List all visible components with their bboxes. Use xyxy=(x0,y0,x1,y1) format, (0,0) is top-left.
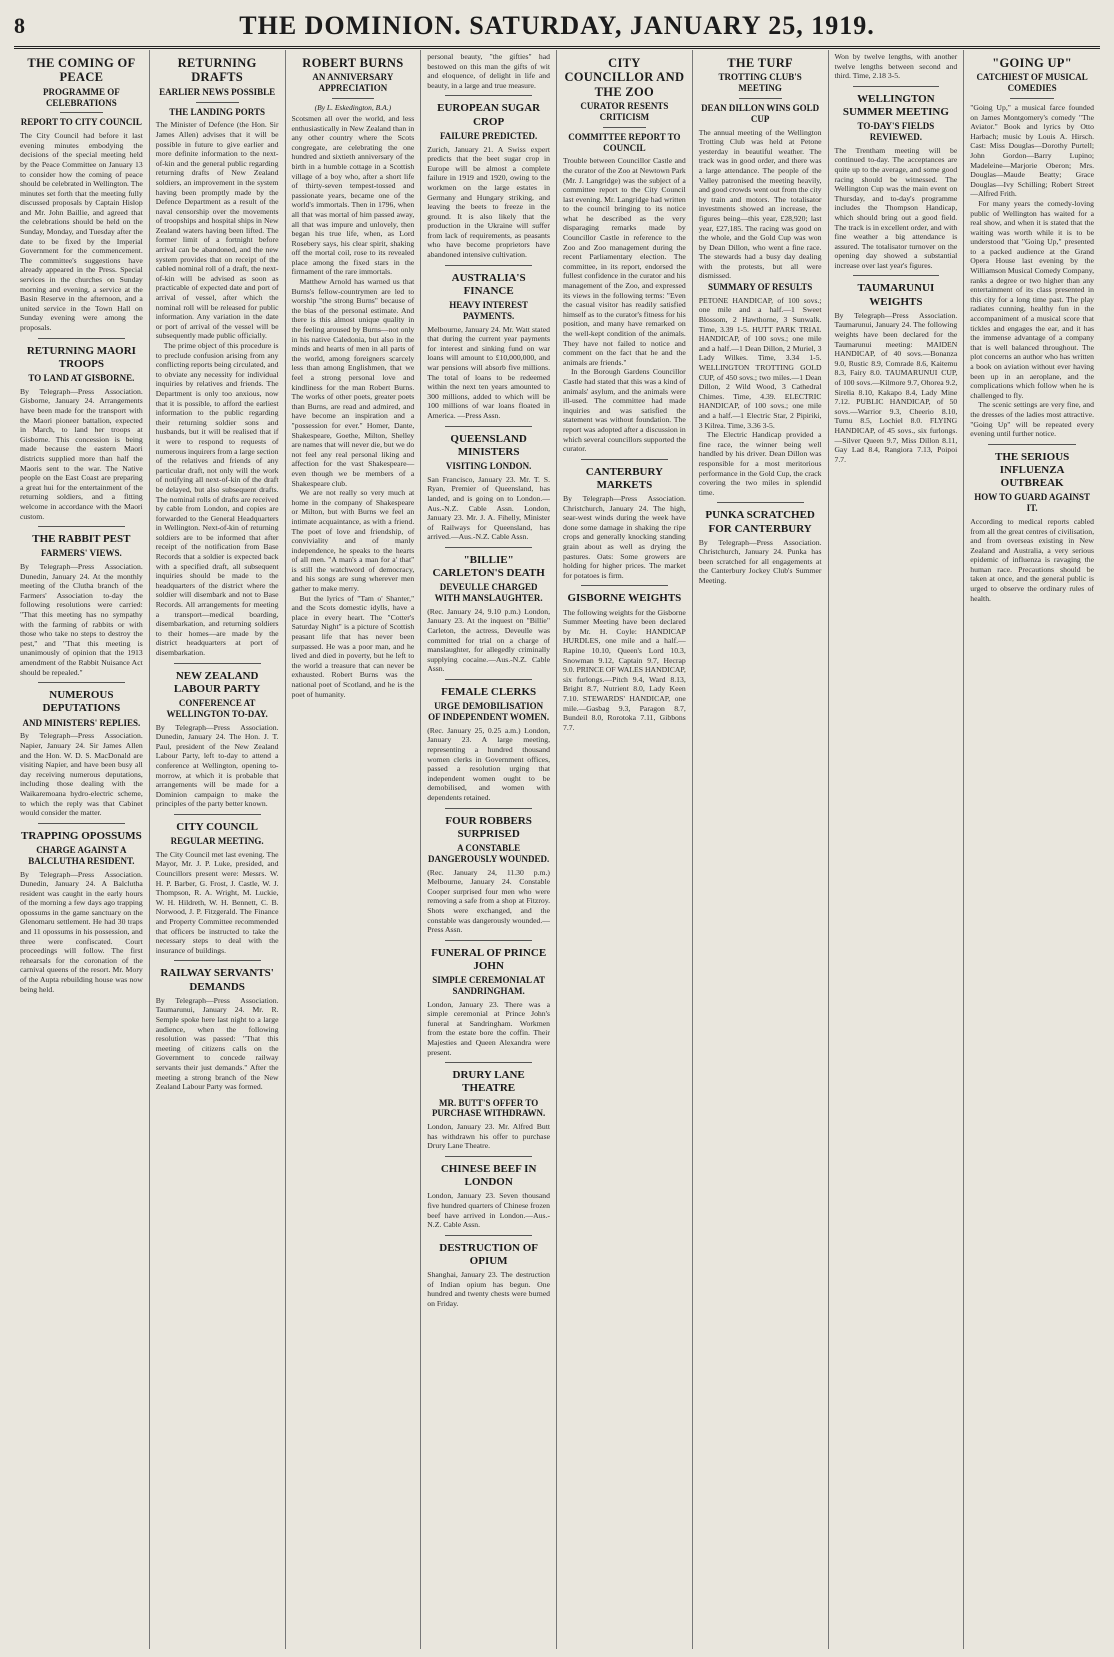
article-text: By Telegraph—Press Association. Napier, January 24. Sir James Allen and the Hon. W. D. S. MacDonald are visiting Napier, and have been busy all day receiving numerous deputations, including those dealing with the Waikaremoana hydro-electric scheme, to which the reply was that Cabinet would consider the matter. xyxy=(20,731,143,818)
article-text: (Rec. January 25, 0.25 a.m.) London, January 23. A large meeting, representing a hundred thousand women clerks in Government offices, passed a resolution urging that independent women ought to be demobilised, and women with dependents retained. xyxy=(427,725,550,802)
subheadline: REGULAR MEETING. xyxy=(170,836,264,847)
article-text: Shanghai, January 23. The destruction of Indian opium has begun. One hundred and twenty chests were burned on Friday. xyxy=(427,1270,550,1308)
headline: AUSTRALIA'S FINANCE xyxy=(451,271,526,297)
article-text: By Telegraph—Press Association. Dunedin, January 24. At the monthly meeting of the Clutha branch of the Farmers' Association to-day the following resolutions were carried: "That this meeting has no sympathy with the farming of rabbits or with those who take no steps to destroy the pest," and "That this meeting is unanimously of opinion that the 1913 amendment of the Rabbit Nuisance Act should be repealed." xyxy=(20,562,143,677)
headline: THE TURF xyxy=(727,56,793,70)
subheadline: TO LAND AT GISBORNE. xyxy=(28,372,135,383)
divider xyxy=(38,338,125,339)
subheadline: AND MINISTERS' REPLIES. xyxy=(22,717,141,728)
headline: EUROPEAN SUGAR CROP xyxy=(437,102,541,128)
article-text: "Going Up," a musical farce founded on James Montgomery's comedy "The Aviator." Book and lyrics by Otto Harbach; music by Louis A. Hirsch. Cast: Miss Douglas—Dorothy Purtell; John Gordon—Barry Lupino; Madeleine—Marjorie Oberon; Mrs. Douglas—Maude Beatty; Grace Douglas—Ivy Schilling; Robert Street—Alfred Frith. xyxy=(970,102,1094,199)
article-text: The City Council had before it last evening minutes embodying the decisions of the special meeting held by the Peace Committee on January 13 to consider how the coming of peace should be celebrated in Wellington. The minutes set forth that the meeting fully discussed proposals by Captain Hislop and Mr. John Baillie, and agreed that the celebrations should be held on the Sunday, Monday, and Tuesday after the date to be fixed by the Imperial Government for the commencement. The committee's suggestions have already appeared in the Press. Special services in the churches on Sunday morning and evening, a service at the Basin Reserve in the afternoon, and a united service in the Town Hall on Sunday evening were among the proposals. xyxy=(20,131,143,333)
headline: NUMEROUS DEPUTATIONS xyxy=(42,689,121,715)
column-4 xyxy=(421,50,557,1649)
article-text: Matthew Arnold has warned us that Burns's fellow-countrymen are led to worship "the strong Burns" because of the bias of the personal estimate. And there is this almost unique quality in the feeling aroused by Burns—not only in his native Caledonia, but also in the minds and hearts of men in all parts of the world, among foreigners scarcely less than among Englishmen, that we feel a strong personal love and kindliness for the man Robert Burns. The works of other poets, greater poets than Burns, are read and admired, and have become an inspiration and a "possession for ever." Homer, Dante, Shakespeare, Goethe, Milton, Shelley are names that will never die, but we do not feel any real personal liking and affection for the vast Shakespeare—even though we be members of a Shakespeare club. xyxy=(291,277,415,488)
article-text: By Telegraph—Press Association. Christchurch, January 24. The high, sear-west winds during the week have done some damage in shaking the ripe crops and generally knocking standing grain about as well as drying the pastures. Oats: Some growers are holding for higher prices. The market for potatoes is firm. xyxy=(563,494,686,580)
headline: DRURY LANE THEATRE xyxy=(452,1069,525,1095)
divider xyxy=(60,112,103,113)
article-text: We are not really so very much at home in the company of Shakespeare or Milton, but with Burns we feel an intimate acquaintance, as with a friend. The poet of love and friendship, of conviviality and of manly independence, he speaks to the hearts of all men. "A man's a man for a' that" is still the watchword of democracy, and his songs are sung wherever men gather to make merry. xyxy=(291,488,415,594)
divider xyxy=(445,426,532,427)
columns xyxy=(14,50,1100,1649)
column-2 xyxy=(150,50,286,1649)
article-text: According to medical reports cabled from all the great centres of civilisation, and from overseas existing in New Zealand and Australia, a very serious epidemic of influenza is ravaging the human race. Precautions should be taken at once, and the general public is urged to observe the ordinary rules of health. xyxy=(970,516,1094,603)
divider xyxy=(445,1156,532,1157)
subheadline: REPORT TO CITY COUNCIL xyxy=(20,117,142,128)
column-1 xyxy=(14,50,150,1649)
article-text: The prime object of this procedure is to preclude confusion arising from any conflicting reports being circulated, and to obviate any necessity for individual inquiries by relatives and friends. The Department is only too anxious, now that it is possible, to afford the earliest information to the public regarding their returning soldier sons and husbands, but it will be realised that if it were to respond to requests of numerous inquirers from a large section of the relatives and friends of any particular draft, not only will the work of notifying all next-of-kin of the draft be delayed, but also subsequent drafts. The nominal rolls of drafts are received by cable from London, and copies are forwarded to the General Headquarters in Wellington. Next-of-kin of returning soldiers are to be informed that after receipt of the notification from Base Records that a soldier is expected back with a specified draft, all subsequent inquiries should be made to the headquarters of the district where the soldier will disembark and not to Base Records. All arrangements for meeting a transport—medical boarding, disembarkation, and returning soldiers to their homes—are made by the district headquarters at port of disembarkation. xyxy=(155,341,279,657)
subheadline: THE LANDING PORTS xyxy=(169,106,265,117)
divider xyxy=(445,547,532,548)
article-text: Scotsmen all over the world, and less enthusiastically in New Zealand than in any other country where the Scots congregate, are celebrating the one hundred and sixtieth anniversary of the birth in a humble cottage in a Scottish village of a boy who, after a short life of thirty-seven tempest-tossed and passionate years, became one of the world's immortals. Then in 1796, when all that was mortal of him passed away, all that was impure and unlovely, then began his true life, when, as Lord Rosebery says, his clear spirit, shaking off the mortal coil, rose to its revealed place among the fixed stars in the firmament of the rare immortals. xyxy=(291,113,415,277)
subheadline: MR. BUTT'S OFFER TO PURCHASE WITHDRAWN. xyxy=(431,1097,546,1119)
subheadline: PROGRAMME OF CELEBRATIONS xyxy=(43,86,120,108)
headline: THE SERIOUS INFLUENZA OUTBREAK xyxy=(994,450,1070,490)
headline: QUEENSLAND MINISTERS xyxy=(450,432,527,458)
column-3 xyxy=(286,50,422,1649)
divider xyxy=(38,526,125,527)
column-6 xyxy=(693,50,829,1649)
masthead xyxy=(14,6,1100,49)
article-text: By Telegraph—Press Association. Dunedin, January 24. A Balclutha resident was caught in the early hours of the morning a few days ago trapping opossums in the game sanctuary on the Glenomaru settlement. He had 30 traps and 11 opossums in his possession, and three were confiscated. Court proceedings will follow. The first rehearsals for the coronation of the carnival queens of the resort. Mr. Mory of the Aupta rebuilding house was now being held. xyxy=(20,869,143,994)
divider xyxy=(445,679,532,680)
article-text: By Telegraph—Press Association. Gisborne, January 24. Arrangements have been made for the transport with the Maori pioneer battalion, expected in March, to land her troops at Gisborne. This concession is being made because the eastern Maori districts supplied more than half the Maoris sent to the war. The Native people on the East Coast are preparing a great hui for the entertainment of the returning soldiers, and a fitting welcome in accordance with the Maori custom. xyxy=(20,386,143,521)
article-text: The annual meeting of the Wellington Trotting Club was held at Petone yesterday in beautiful weather. The track was in good order, and there was a large attendance. The people of the Valley patronised the meeting heavily, and good crowds went out from the city by train and motors. The totalisator investments showed an increase, the figures being—this year, £28,920; last year, £27,185. The racing was good on the whole, and the Gold Cup was won by Dean Dillon, who went a fine race. The stewards had a busy day dealing with the protests, but all were dismissed. xyxy=(698,127,822,281)
subheadline: DEVEULLE CHARGED WITH MANSLAUGHTER. xyxy=(434,582,543,604)
divider xyxy=(174,960,261,961)
headline: CITY COUNCILLOR AND THE ZOO xyxy=(564,56,685,99)
divider xyxy=(332,98,375,99)
headline: TRAPPING OPOSSUMS xyxy=(21,829,142,842)
divider xyxy=(717,502,804,503)
article-text: (Rec. January 24, 9.10 p.m.) London, January 23. At the inquest on "Billie" Carleton, the actress, Deveulle was committed for trial on a charge of manslaughter, for allegedly criminally supplying cocaine.—Aus.-N.Z. Cable Assn. xyxy=(427,606,550,674)
article-text: The scenic settings are very fine, and the dresses of the ladies most attractive. "Going Up" will be repeated every evening until further notice. xyxy=(970,400,1094,439)
subheadline: URGE DEMOBILISATION OF INDEPENDENT WOMEN. xyxy=(428,701,550,723)
subheadline: CATCHIEST OF MUSICAL COMEDIES xyxy=(976,72,1088,94)
divider xyxy=(853,275,940,276)
subheadline: CHARGE AGAINST A BALCLUTHA RESIDENT. xyxy=(28,844,135,866)
column-8 xyxy=(964,50,1100,1649)
article-text: By Telegraph—Press Association. Taumarunui, January 24. Mr. R. Semple spoke here last night to a large audience, when the following resolution was passed: "That this meeting of citizens calls on the Government to concede railway servants their just demands." After the meeting a strong branch of the New Zealand Labour Party was formed. xyxy=(155,995,279,1092)
subheadline: DEAN DILLON WINS GOLD CUP xyxy=(701,102,820,124)
subheadline: SUMMARY OF RESULTS xyxy=(708,282,813,293)
article-text: San Francisco, January 23. Mr. T. S. Ryan, Premier of Queensland, has landed, and is going on to London.—Aus.-N.Z. Cable Assn. London, January 23. Mr. J. A. Fihelly, Minister of Railways for Queensland, has arrived.—Aus.-N.Z. Cable Assn. xyxy=(427,474,550,542)
headline: PUNKA SCRATCHED FOR CANTERBURY xyxy=(705,509,815,535)
divider xyxy=(174,663,261,664)
masthead-title: THE DOMINION. SATURDAY, JANUARY 25, 1919. xyxy=(239,11,875,40)
divider xyxy=(739,98,782,99)
subheadline: EARLIER NEWS POSSIBLE xyxy=(159,86,276,97)
subheadline: VISITING LONDON. xyxy=(445,460,532,471)
divider xyxy=(445,940,532,941)
column-5 xyxy=(557,50,693,1649)
article-text: personal beauty, "the gifties" had bestowed on this man the gifts of wit and eloquence, of delight in life and beauty, in a large and true measure. xyxy=(427,52,550,90)
headline: WELLINGTON SUMMER MEETING xyxy=(842,92,949,118)
article-text: The Electric Handicap provided a fine race, the winner being well handled by his driver. Dean Dillon was responsible for a most meritorious performance in the Gold Cup, the crack covering the two miles in splendid time. xyxy=(698,430,822,497)
subheadline: COMMITTEE REPORT TO COUNCIL xyxy=(568,131,681,153)
divider xyxy=(988,444,1076,445)
headline: RAILWAY SERVANTS' DEMANDS xyxy=(160,967,274,993)
subheadline: CURATOR RESENTS CRITICISM xyxy=(580,101,669,122)
byline: (By L. Eskedington, B.A.) xyxy=(314,102,392,112)
article-text: PETONE HANDICAP, of 100 sovs.; one mile and a half.—1 Sweet Blossom, 2 Hawthorne, 3 Sunwalk. Time, 3.39 1-5. HUTT PARK TRIAL HANDICAP, of 100 sovs.; one mile and a half.—1 Dean Dillon, 2 Muriel, 3 Lady Wilkes. Time, 3.34 1-5. WELLINGTON TROTTING GOLD CUP, of 450 sovs.; two miles.—1 Dean Dillon, 2 Wild Wood, 3 Cathedral Chimes. Time, 4.39. ELECTRIC HANDICAP, of 100 sovs.; one mile and a half.—1 Electric Star, 2 Pipiriki, 3 Kilrea. Time, 3.36 3-5. xyxy=(698,295,822,430)
subheadline: FAILURE PREDICTED. xyxy=(439,130,538,141)
subheadline: HEAVY INTEREST PAYMENTS. xyxy=(449,300,529,321)
divider xyxy=(445,808,532,809)
headline: FOUR ROBBERS SURPRISED xyxy=(445,814,532,840)
column-7 xyxy=(829,50,965,1649)
headline: ROBERT BURNS xyxy=(302,56,404,70)
headline: FUNERAL OF PRINCE JOHN xyxy=(431,946,547,972)
headline: FEMALE CLERKS xyxy=(441,686,537,699)
article-text: The following weights for the Gisborne Summer Meeting have been declared by Mr. H. Coyle: HANDICAP HURDLES, one mile and a half.—Rapine 10.10, Queen's Lord 10.3, Snowman 9.12, Captain 9.7, Hecrap 9.0. PRINCE OF WALES HANDICAP, six furlongs.—Pitch 9.4, Ward 8.13, Bright 8.7, Nutrient 8.0, Lady Keen 7.10. STEWARDS' HANDICAP, one mile.—Gasbag 9.3, Paragon 8.7, Bundeil 8.0, Rorotoka 7.11, Gibbons 7.7. xyxy=(563,607,686,732)
headline: CITY COUNCIL xyxy=(176,820,259,833)
article-text: By Telegraph—Press Association. Christchurch, January 24. Punka has been scratched for all engagements at the Canterbury Jockey Club's Summer Meeting. xyxy=(698,537,822,586)
headline: CHINESE BEEF IN LONDON xyxy=(440,1162,537,1189)
article-text: In the Borough Gardens Councillor Castle had stated that this was a kind of animals' asylum, and the animals were ill-used. The committee had made inquiries and was satisfied the statement was without foundation. The report was adopted after a discussion in which several councillors supported the curator. xyxy=(563,367,686,454)
divider xyxy=(581,459,668,460)
divider xyxy=(445,95,532,96)
headline: NEW ZEALAND LABOUR PARTY xyxy=(173,669,261,695)
headline: THE COMING OF PEACE xyxy=(27,56,136,85)
article-text: (Rec. January 24, 11.30 p.m.) Melbourne, January 24. Constable Cooper surprised four men who were removing a safe from a shop at Fitzroy. Shots were exchanged, and the constable was dangerously wounded.—Press Assn. xyxy=(427,867,550,935)
subheadline: CONFERENCE AT WELLINGTON TO-DAY. xyxy=(166,697,268,719)
page-number: 8 xyxy=(14,13,25,38)
article-text: The Minister of Defence (the Hon. Sir James Allen) advises that it will be possible in future to give earlier and more definite information to the next-of-kin and the general public regarding returning drafts of New Zealand soldiers, an improvement in the system having been promptly made by the Defence Department as a result of the naval censorship over the movements of troopships and hospital ships in New Zealand waters having been lifted. The former limit of a fortnight before arrival can be abandoned, and the new system provides that on receipt of the cabled nominal roll of a draft, the next-of-kin will be advised as soon as practicable of expected date and port of arrival of vessel, after which the nominal roll will be released for public information. Any variation in the date or port of arrival of the vessel will be subsequently made public officially. xyxy=(155,120,279,341)
headline: "BILLIE" CARLETON'S DEATH xyxy=(432,553,545,580)
headline: THE RABBIT PEST xyxy=(32,533,131,546)
article-text: But the lyrics of "Tam o' Shanter," and the Scots domestic idylls, have a place in every heart. The "Cotter's Saturday Night" is a picture of Scottish peasant life that has never been surpassed. He was a poor man, and he lived and died in poverty, but he left to the world a treasure that can never be exhausted. Robert Burns was the national poet of Scotland, and he is the poet of humanity. xyxy=(291,593,415,699)
article-text: For many years the comedy-loving public of Wellington has waited for a real show, and when it is stated that the waiting was worth while it is to be understood that "Going Up," presented to a packed audience at the Grand Opera House last evening by the Williamson Musical Comedy Company, ranks a degree or two higher than any entertainment of its class presented in this city for a long time past. The play radiates cunning, healthy fun in the accompaniment of a musical score that tickles and engages the ear, and it has the immense advantage of a company that is well balanced throughout. The plot concerns an author who has written a book on aviation without ever having been up in an aeroplane, and the complications which follow when he is challenged to fly. xyxy=(970,198,1094,400)
divider xyxy=(38,823,125,824)
divider xyxy=(196,102,239,103)
subheadline: AN ANNIVERSARY APPRECIATION xyxy=(312,72,394,94)
divider xyxy=(445,1235,532,1236)
divider xyxy=(38,682,125,683)
article-text: By Telegraph—Press Association. Taumarunui, January 24. The following weights have been declared for the Taumarunui meeting: MAIDEN HANDICAP, of 40 sovs.—Bonanza 9.0, Rustic 8.9, Comrade 8.6, Kaitemu 8.3, Fairy 8.0. TAUMARUNUI CUP, of 100 sovs.—Kilmore 9.7, Ohorea 9.2, Sirelia 8.10, Kakapo 8.4, Lady Mine 7.12. PUBLIC HANDICAP, of 50 sovs.—Warrior 9.3, Cheerio 8.10, Tumu 8.5, Lochiel 8.0. FLYING HANDICAP, of 45 sovs., six furlongs.—Silver Queen 9.7, Miss Dillon 8.11, Gay Lad 8.4, Rangiora 7.13, Poipoi 7.7. xyxy=(834,310,958,464)
headline: RETURNING DRAFTS xyxy=(177,56,257,85)
article-text: Melbourne, January 24. Mr. Watt stated that during the current year payments for interest and sinking fund on war loans will amount to £10,000,000, and war pensions will absorb five millions. The total of loans to be redeemed within the next ten years amounted to 300 millions, added to which will be 100 millions of war loans floated in America. —Press Assn. xyxy=(427,324,550,420)
headline: TAUMARUNUI WEIGHTS xyxy=(857,282,935,308)
headline: RETURNING MAORI TROOPS xyxy=(26,344,136,370)
divider xyxy=(1010,98,1054,99)
article-text: Trouble between Councillor Castle and the curator of the Zoo at Newtown Park (Mr. J. Langridge) was the subject of a committee report to the City Council last evening. Mr. Langridge had written to the council bringing to its notice what he described as the very disparaging remarks made by Councillor Castle in reference to the Zoo and Zoo management during the recent Parliamentary election. The committee, in its report, endorsed the fullest confidence in the curator and his management of the Zoo, and expressed its views in the following terms: "Even the casual visitor has readily satisfied himself as to the curator's fitness for his position, and many have remarked on the well-kept condition of the animals. They have not failed to notice and comment on the fact that he and the animals are friends." xyxy=(563,156,686,367)
divider xyxy=(445,1062,532,1063)
article-text: London, January 23. Seven thousand five hundred quarters of Chinese frozen beef have arrived in London.—Aus.-N.Z. Cable Assn. xyxy=(427,1191,550,1230)
article-text: The City Council met last evening. The Mayor, Mr. J. P. Luke, presided, and Councillors present were: Messrs. W. H. P. Barber, G. Frost, J. Castle, W. J. Thompson, R. A. Wright, M. Luckie, W. H. Hildreth, W. H. Bennett, C. B. Norwood, J. P. Fitzgerald. The Finance and Property Committee recommended that officers be instructed to take the necessary steps to deal with the insurance of buildings. xyxy=(155,849,279,955)
headline: "GOING UP" xyxy=(992,56,1072,70)
divider xyxy=(853,86,940,87)
subheadline: FARMERS' VIEWS. xyxy=(41,548,122,559)
article-text: Zurich, January 21. A Swiss expert predicts that the beet sugar crop in Europe will be almost a complete failure in 1919 and 1920, owing to the workmen on the large estates in Germany and Hungary striking, and leaving the beets to freeze in the ground. It is also likely that the production in the Ukraine will suffer from lack of requirements, as peasants who have become proprietors have abandoned intensive cultivation. xyxy=(427,144,550,260)
article-text: London, January 23. There was a simple ceremonial at Prince John's funeral at Sandringham. Workmen from the estate bore the coffin. Their Majesties and Queen Alexandra were present. xyxy=(427,999,550,1057)
divider xyxy=(603,127,646,128)
subheadline: A CONSTABLE DANGEROUSLY WOUNDED. xyxy=(428,842,550,864)
article-text: The Trentham meeting will be continued to-day. The acceptances are quite up to the average, and some good racing should be witnessed. The Wellington Cup was the main event on Thursday, and to-day's programme includes the Thompson Handicap, which should bring out a good field. The track is in excellent order, and with fine weather a big attendance is assured. The totalisator turnover on the opening day showed a substantial increase over last year's figures. xyxy=(834,145,958,270)
subheadline: SIMPLE CEREMONIAL AT SANDRINGHAM. xyxy=(432,975,546,996)
subheadline: TROTTING CLUB'S MEETING xyxy=(718,72,802,94)
divider xyxy=(581,585,668,586)
headline: GISBORNE WEIGHTS xyxy=(567,592,682,605)
article-text: London, January 23. Mr. Alfred Butt has withdrawn his offer to purchase Drury Lane Theatre. xyxy=(427,1122,550,1151)
headline: DESTRUCTION OF OPIUM xyxy=(439,1241,538,1267)
divider xyxy=(174,814,261,815)
subheadline: HOW TO GUARD AGAINST IT. xyxy=(974,492,1091,514)
subheadline: TO-DAY'S FIELDS REVIEWED. xyxy=(857,121,935,142)
headline: CANTERBURY MARKETS xyxy=(585,465,663,491)
article-text: Won by twelve lengths, with another twelve lengths between second and third. Time, 2.18 3-5. xyxy=(834,52,958,81)
article-text: By Telegraph—Press Association. Dunedin, January 24. The Hon. J. T. Paul, president of the New Zealand Labour Party, left to-day to attend a conference at Wellington, opening to-morrow, at which it is probable that arrangements will be made for a Dominion campaign to make the principles of the party better known. xyxy=(155,722,279,809)
divider xyxy=(445,265,532,266)
